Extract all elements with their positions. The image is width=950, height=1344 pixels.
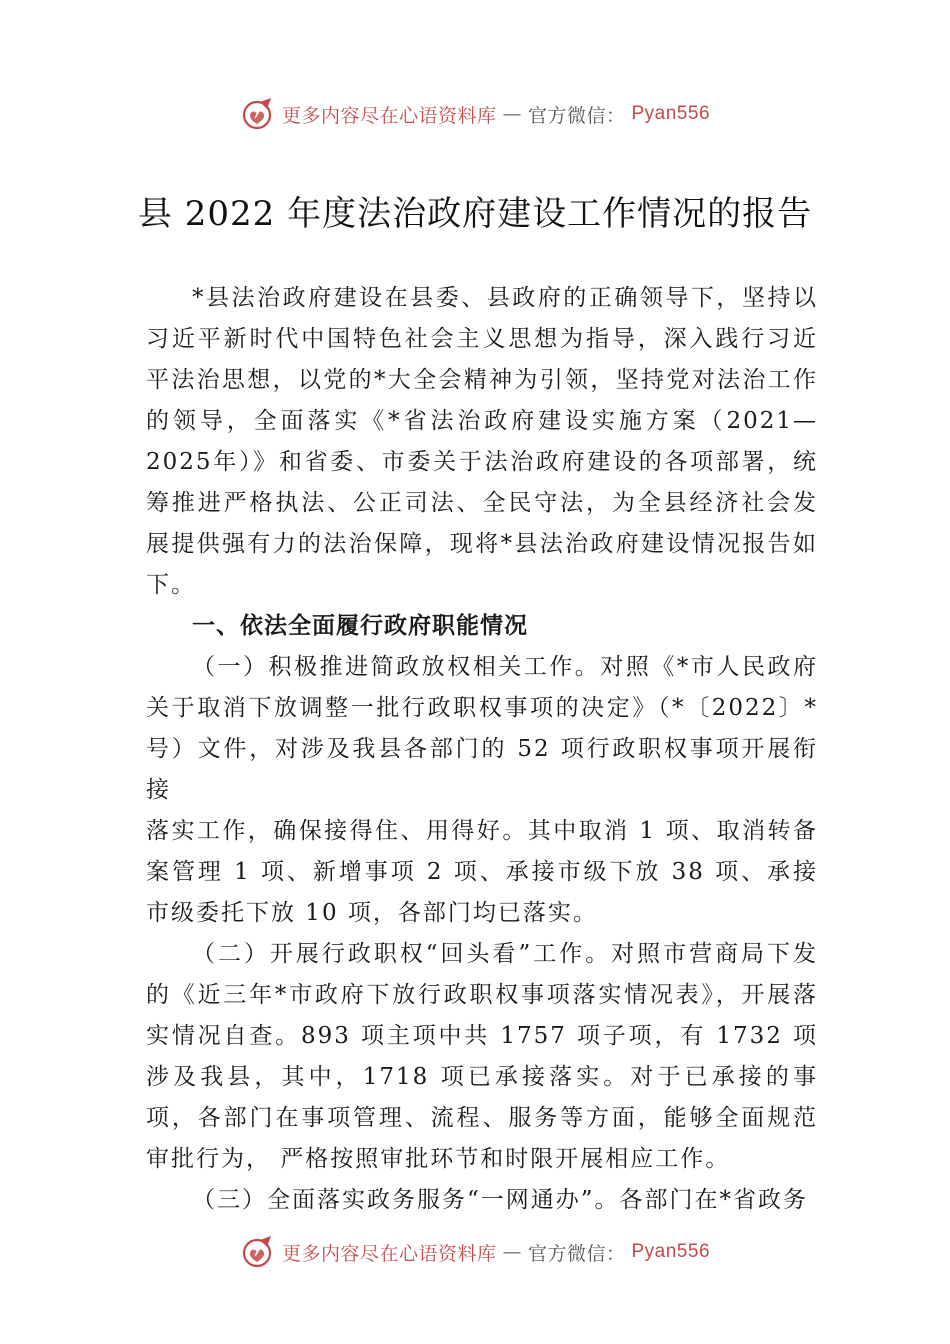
watermark-label: 官方微信： bbox=[527, 1242, 626, 1265]
document-body bbox=[146, 278, 818, 1221]
watermark-wechat-id: Pyan556 bbox=[631, 1241, 711, 1262]
watermark-label: 官方微信： bbox=[527, 104, 626, 127]
watermark-text: 更多内容尽在心语资料库 bbox=[281, 1242, 497, 1265]
watermark-separator: — bbox=[502, 103, 522, 125]
watermark-header bbox=[0, 94, 950, 134]
paragraph-1b: 落实工作，确保接得住、用得好。其中取消 1 项、取消转备案管理 1 项、新增事项 2 项、承接市级下放 38 项、承接市级委托下放 10 项，各部门均已落实。 bbox=[146, 818, 818, 926]
watermark-wechat-id: Pyan556 bbox=[631, 103, 711, 124]
document-title: 县 2022 年度法治政府建设工作情况的报告 bbox=[137, 194, 813, 234]
pen-heart-logo-icon bbox=[240, 1234, 276, 1270]
intro-paragraph: *县法治政府建设在县委、县政府的正确领导下，坚持以习近平新时代中国特色社会主义思想为指导，深入践行习近平法治思想，以党的*大全会精神为引领，坚持党对法治工作的领导，全面落实《*省法治政府建设实施方案（2021—2025年）》和省委、市委关于法治政府建设的各项部署，统筹推进严格执法、公正司法、全民守法，为全县经济社会发展提供强有力的法治保障，现将*县法治政府建设情况报告如下。 bbox=[146, 285, 818, 598]
paragraph-1a: （一）积极推进简政放权相关工作。对照《*市人民政府关于取消下放调整一批行政职权事项的决定》（*〔2022〕*号）文件，对涉及我县各部门的 52 项行政职权事项开展衔接 bbox=[146, 654, 818, 803]
paragraph-2: （二）开展行政职权“回头看”工作。对照市营商局下发的《近三年*市政府下放行政职权事项落实情况表》，开展落实情况自查。893 项主项中共 1757 项子项，有 1732 项涉及我县，其中，1718 项已承接落实。对于已承接的事项，各部门在事项管理、流程、服务等方面，能够全面规范审批行为， 严格按照审批环节和时限开展相应工作。 bbox=[146, 941, 818, 1172]
section-heading-1: 一、依法全面履行政府职能情况 bbox=[192, 613, 528, 639]
pen-heart-logo-icon bbox=[240, 96, 276, 132]
watermark-footer bbox=[0, 1232, 950, 1272]
watermark-separator: — bbox=[502, 1241, 522, 1263]
paragraph-3: （三）全面落实政务服务“一网通办”。各部门在*省政务 bbox=[192, 1187, 809, 1213]
watermark-text: 更多内容尽在心语资料库 bbox=[281, 104, 497, 127]
